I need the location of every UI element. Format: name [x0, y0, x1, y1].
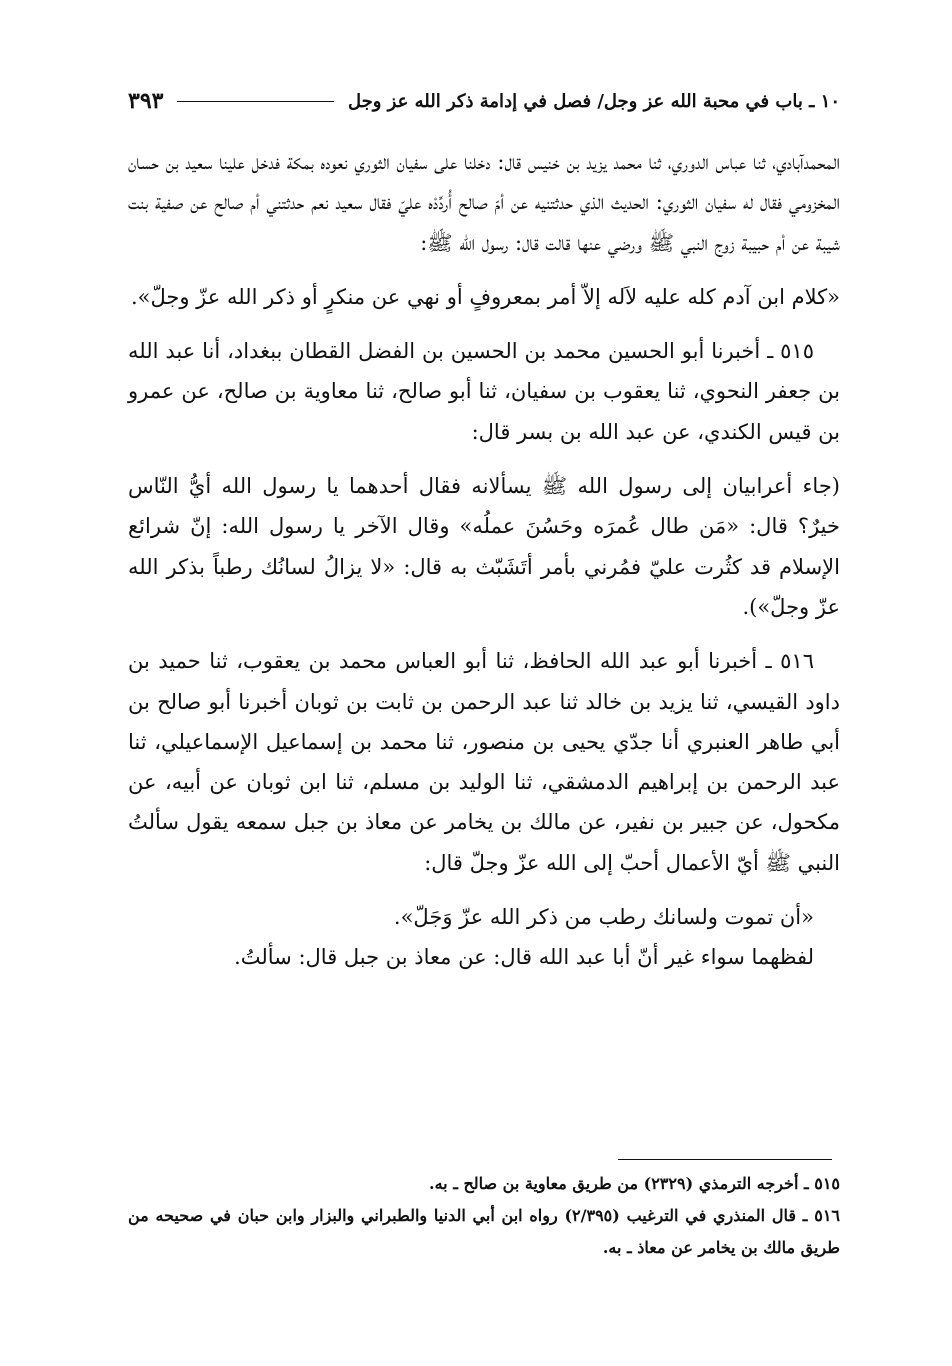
paragraph-isnad-continued: المحمدآبادي، ثنا عباس الدوري، ثنا محمد يزيد بن خنيس قال: دخلنا على سفيان الثوري نعوده بمكة فدخل علينا سعيد بن حسان المخزومي فقال له سفيان الثوري: الحديث الذي حدثتنيه عن أمّ صالح أُردِّدْه عليّ فقال سعيد نعم حدثتني أم صالح عن صفية بنت شيبة عن أم حبيبة زوج النبي ﷺ ورضي عنها قالت قال: رسول الله ﷺ: [128, 150, 841, 255]
page-header [128, 84, 840, 118]
closing-note: لفظهما سواء غير أنّ أبا عبد الله قال: عن معاذ بن جبل قال: سألتُ. [234, 945, 814, 970]
hadith-quote: «كلام ابن آدم كله عليه لاَله إلاّ أمر بمعروفٍ أو نهي عن منكرٍ أو ذكر الله عزّ وجلّ». [130, 284, 840, 309]
footnote-rule [618, 1159, 832, 1160]
footnote-515: ٥١٥ ـ أخرجه الترمذي (٢٣٢٩) من طريق معاوية بن صالح ـ به. [429, 1174, 840, 1193]
main-text [128, 142, 840, 978]
running-title: ١٠ ـ باب في محبة الله عز وجل/ فصل في إدامة ذكر الله عز وجل [347, 90, 840, 112]
header-rule [177, 101, 334, 102]
paragraph-516: ٥١٦ ـ أخبرنا أبو عبد الله الحافظ، ثنا أبو العباس محمد بن يعقوب، ثنا حميد بن داود القيسي، ثنا يزيد بن خالد ثنا عبد الرحمن بن ثابت بن ثوبان أخبرنا أبو صالح بن أبي طاهر العنبري أنا جدّي يحيى بن منصور، ثنا محمد بن إسماعيل الإسماعيلي، ثنا عبد الرحمن بن إبراهيم الدمشقي، ثنا الوليد بن مسلم، ثنا ابن ثوبان عن أبيه، عن مكحول، عن جبير بن نفير، عن مالك بن يخامر عن معاذ بن جبل سمعه يقول سألتُ النبي ﷺ أيّ الأعمال أحبّ إلى الله عزّ وجلّ قال: [128, 649, 840, 875]
paragraph-515: ٥١٥ ـ أخبرنا أبو الحسين محمد بن الحسين بن الفضل القطان ببغداد، أنا عبد الله بن جعفر النحوي، ثنا يعقوب بن سفيان، ثنا أبو صالح، ثنا معاوية بن صالح، عن عمرو بن قيس الكندي، عن عبد الله بن بسر قال: [128, 339, 840, 444]
footnote-516: ٥١٦ ـ قال المنذري في الترغيب (٢/٣٩٥) رواه ابن أبي الدنيا والطبراني والبزار وابن حبان في صحيحه من طريق مالك بن يخامر عن معاذ ـ به. [128, 1206, 840, 1257]
hadith-quote: «أن تموت ولسانك رطب من ذكر الله عزّ وَجَلّ». [393, 905, 814, 930]
footnotes [128, 1168, 840, 1264]
page-number: ٣٩٣ [128, 88, 164, 114]
hadith-quote: (جاء أعرابيان إلى رسول الله ﷺ يسألانه فقال أحدهما يا رسول الله أيُّ النّاس خيرٌ؟ قال: «مَن طال عُمرَه وحَسُنَ عملُه» وقال الآخر يا رسول الله: إنّ شرائع الإسلام قد كثُرت عليّ فمُرني بأمر أتَشَبّث به قال: «لا يزالُ لسانُك رطباً بذكر الله عزّ وجلّ»). [128, 474, 840, 619]
